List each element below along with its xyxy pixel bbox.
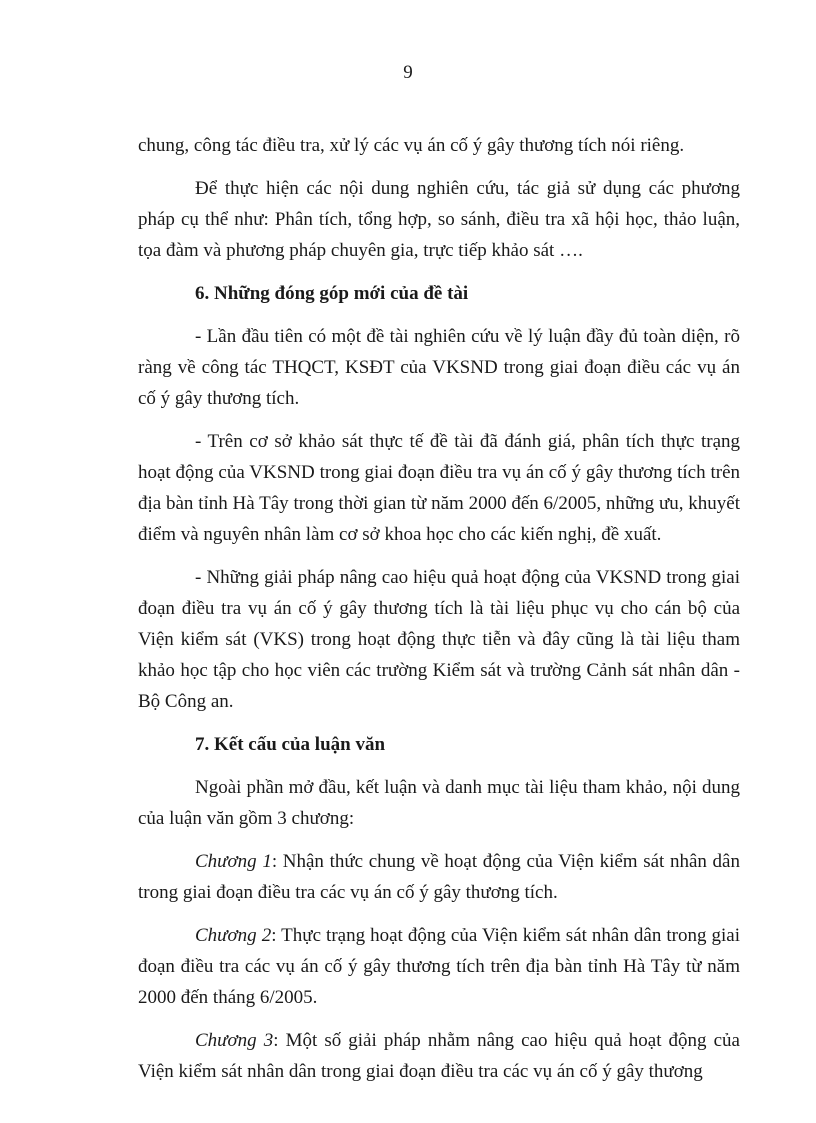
chapter-1-label: Chương 1 <box>195 851 272 872</box>
page-number: 9 <box>403 62 413 83</box>
chapter-1-summary <box>138 846 740 908</box>
contribution-item-3: - Những giải pháp nâng cao hiệu quả hoạt động của VKSND trong giai đoạn điều tra vụ án cố ý gây thương tích là tài liệu phục vụ cho cán bộ của Viện kiểm sát (VKS) trong hoạt động thực tiễn và đây cũng là tài liệu tham khảo học tập cho học viên các trường Kiểm sát và trường Cảnh sát nhân dân - Bộ Công an. <box>138 567 740 712</box>
chapter-2-summary <box>138 920 740 1013</box>
chapter-3-text: : Một số giải pháp nhằm nâng cao hiệu quả hoạt động của Viện kiểm sát nhân dân trong giai đoạn điều tra các vụ án cố ý gây thương <box>138 1030 740 1082</box>
chapter-1-text: : Nhận thức chung về hoạt động của Viện kiểm sát nhân dân trong giai đoạn điều tra các vụ án cố ý gây thương tích. <box>138 851 740 903</box>
chapter-3-summary <box>138 1025 740 1087</box>
section-heading-6: 6. Những đóng góp mới của đề tài <box>195 283 469 304</box>
paragraph-methods: Để thực hiện các nội dung nghiên cứu, tác giả sử dụng các phương pháp cụ thể như: Phân tích, tổng hợp, so sánh, điều tra xã hội học, thảo luận, tọa đàm và phương pháp chuyên gia, trực tiếp khảo sát …. <box>138 178 740 261</box>
chapter-2-label: Chương 2 <box>195 925 272 946</box>
paragraph-structure-intro: Ngoài phần mở đầu, kết luận và danh mục tài liệu tham khảo, nội dung của luận văn gồm 3 chương: <box>138 777 740 829</box>
chapter-3-label: Chương 3 <box>195 1030 274 1051</box>
chapter-2-text: : Thực trạng hoạt động của Viện kiểm sát nhân dân trong giai đoạn điều tra các vụ án cố ý gây thương tích trên địa bàn tỉnh Hà Tây từ năm 2000 đến tháng 6/2005. <box>138 925 740 1008</box>
contribution-item-1: - Lần đầu tiên có một đề tài nghiên cứu về lý luận đầy đủ toàn diện, rõ ràng về công tác THQCT, KSĐT của VKSND trong giai đoạn điều các vụ án cố ý gây thương tích. <box>138 326 740 409</box>
paragraph-continuation: chung, công tác điều tra, xử lý các vụ án cố ý gây thương tích nói riêng. <box>138 135 685 156</box>
document-body <box>138 130 740 1099</box>
contribution-item-2: - Trên cơ sở khảo sát thực tế đề tài đã đánh giá, phân tích thực trạng hoạt động của VKSND trong giai đoạn điều tra vụ án cố ý gây thương tích trên địa bàn tỉnh Hà Tây trong thời gian từ năm 2000 đến 6/2005, những ưu, khuyết điểm và nguyên nhân làm cơ sở khoa học cho các kiến nghị, đề xuất. <box>138 431 740 545</box>
section-heading-7: 7. Kết cấu của luận văn <box>195 734 386 755</box>
